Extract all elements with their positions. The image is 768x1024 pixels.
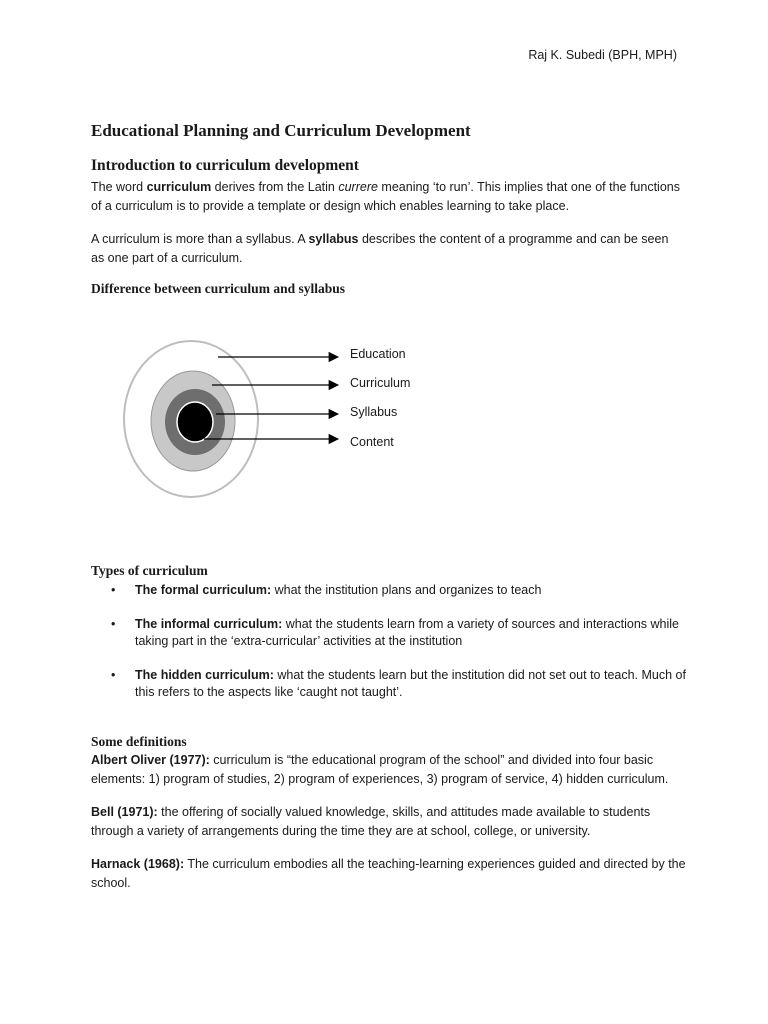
- section-heading-difference: Difference between curriculum and syllabus: [91, 281, 345, 296]
- italic-term: currere: [338, 180, 378, 194]
- list-item-desc: what the institution plans and organizes to teach: [271, 583, 542, 597]
- text-run: A curriculum is more than a syllabus. A: [91, 232, 309, 246]
- definition-desc: the offering of socially valued knowledge, skills, and attitudes made available to students through a variety of arrangements during the time they are at school, college, or university.: [91, 805, 651, 838]
- definition-desc: curriculum is “the educational program of the school” and divided into four basic elements: 1) program of studies, 2) program of experiences, 3) program of service, 4) hidden curriculum.: [91, 753, 669, 786]
- list-item-term: The hidden curriculum:: [135, 667, 274, 682]
- text-run: The word: [91, 180, 147, 194]
- bullet-icon: •: [111, 616, 116, 631]
- list-item: [91, 582, 691, 600]
- bold-term: curriculum: [146, 180, 212, 194]
- bold-term: syllabus: [308, 232, 359, 246]
- section-heading-definitions: Some definitions: [91, 734, 187, 749]
- text-run: describes the content of a programme and can be seen as one part of a curriculum.: [91, 232, 669, 265]
- author-credit: Raj K. Subedi (BPH, MPH): [528, 48, 677, 62]
- section-heading-intro: Introduction to curriculum development: [91, 157, 359, 174]
- definition-paragraph: [91, 751, 686, 789]
- bullet-icon: •: [111, 583, 116, 597]
- definition-desc: The curriculum embodies all the teaching-learning experiences guided and directed by the school.: [91, 857, 686, 890]
- label-education: Education: [350, 347, 406, 361]
- definition-paragraph: [91, 803, 686, 841]
- concentric-diagram: [118, 335, 418, 505]
- document-title: Educational Planning and Curriculum Development: [91, 121, 471, 140]
- list-item-desc: what the students learn from a variety of sources and interactions while taking part in the ‘extra-curricular’ activities at the institution: [135, 616, 679, 648]
- intro-paragraph-2: [91, 230, 681, 268]
- definition-paragraph: [91, 855, 686, 893]
- definition-term: Bell (1971):: [91, 805, 158, 819]
- list-item-term: The formal curriculum:: [135, 583, 272, 597]
- label-content: Content: [350, 435, 394, 449]
- content-circle: [177, 402, 213, 442]
- definition-term: Harnack (1968):: [91, 857, 185, 871]
- bullet-icon: •: [111, 667, 116, 682]
- list-item: [91, 616, 691, 651]
- text-run: derives from the Latin: [211, 180, 339, 194]
- text-run: meaning ‘to run’. This implies that one of the functions of a curriculum is to provide a template or design which enables learning to take place.: [91, 180, 680, 213]
- section-heading-types: Types of curriculum: [91, 563, 208, 578]
- label-curriculum: Curriculum: [350, 376, 411, 390]
- list-item: [91, 667, 691, 702]
- list-item-term: The informal curriculum:: [135, 616, 283, 631]
- definition-term: Albert Oliver (1977):: [91, 753, 210, 767]
- list-item-desc: what the students learn but the institution did not set out to teach. Much of this refers to the aspects like ‘caught not taught’.: [135, 667, 686, 699]
- label-syllabus: Syllabus: [350, 405, 398, 419]
- intro-paragraph-1: [91, 178, 681, 216]
- types-list: [91, 582, 691, 718]
